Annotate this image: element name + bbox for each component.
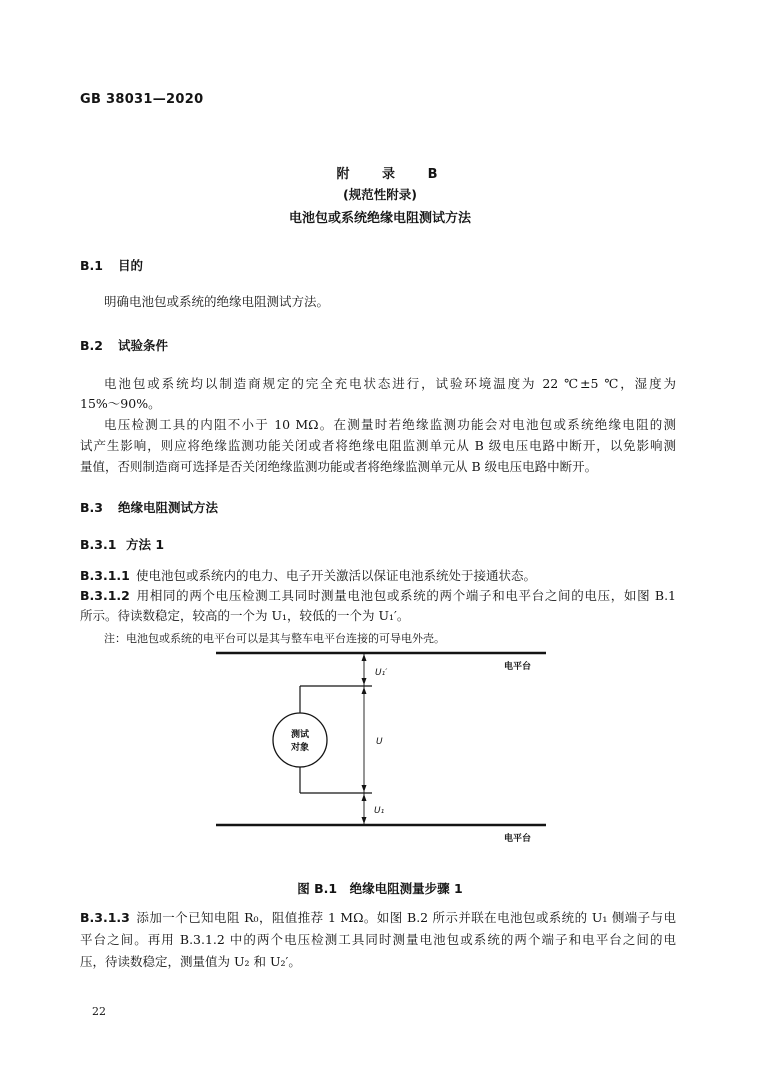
figure-caption: 图 B.1 绝缘电阻测量步骤 1: [297, 881, 463, 896]
appendix-label: 附 录 B: [336, 167, 452, 182]
b2-paragraph-2-line-3: 量值，否则制造商可选择是否关闭绝缘监测功能或者将绝缘监测单元从 B 级电压电路中断开。: [80, 459, 598, 474]
section-title: 绝缘电阻测试方法: [118, 500, 219, 515]
clause-number: B.3.1.3: [80, 910, 130, 925]
section-title: 目的: [118, 258, 144, 273]
section-b31-heading: [80, 535, 164, 553]
note: 注：电池包或系统的电平台可以是其与整车电平台连接的可导电外壳。: [104, 632, 445, 645]
section-title: 试验条件: [118, 338, 169, 353]
section-title: 方法 1: [126, 537, 165, 552]
section-b1-text: 明确电池包或系统的绝缘电阻测试方法。: [104, 294, 330, 309]
platform-label-top: 电平台: [504, 662, 532, 672]
label-u1: U₁: [374, 806, 385, 816]
page-number: 22: [92, 1005, 106, 1018]
b311-paragraph: [80, 566, 536, 586]
clause-number: B.3.1.1: [80, 568, 130, 583]
arrow-head: [362, 817, 367, 824]
b313-line-1: [80, 908, 676, 928]
appendix-title: 电池包或系统绝缘电阻测试方法: [288, 211, 471, 226]
b2-paragraph-1-line-1: 电池包或系统均以制造商规定的完全充电状态进行，试验环境温度为 22 ℃±5 ℃，湿度为: [104, 376, 676, 391]
b2-paragraph-2-line-2: 试产生影响，则应将绝缘监测功能关闭或者将绝缘电阻监测单元从 B 级电压电路中断开，以免影响测: [80, 438, 676, 453]
arrow-head: [362, 687, 367, 694]
figure-b1-diagram: [200, 645, 560, 850]
test-object-circle: [273, 713, 327, 767]
platform-label-bottom: 电平台: [504, 834, 532, 844]
clause-text: 使电池包或系统内的电力、电子开关激活以保证电池系统处于接通状态。: [136, 568, 537, 583]
b2-paragraph-2-line-1: 电压检测工具的内阻不小于 10 MΩ。在测量时若绝缘监测功能会对电池包或系统绝缘电阻的测: [104, 417, 676, 432]
label-u: U: [376, 737, 383, 747]
standard-code-header: GB 38031—2020: [80, 92, 204, 107]
b2-paragraph-1-line-2: 15%～90%。: [80, 396, 161, 411]
test-object-label-2: 对象: [290, 743, 310, 753]
arrow-head: [362, 785, 367, 792]
section-number: B.3: [80, 500, 103, 515]
arrow-head: [362, 794, 367, 801]
section-number: B.1: [80, 258, 103, 273]
clause-text: 用相同的两个电压检测工具同时测量电池包或系统的两个端子和电平台之间的电压，如图 B.1: [136, 588, 676, 603]
section-b1-heading: [80, 256, 143, 274]
b313-line-3: 压，待读数稳定，测量值为 U₂ 和 U₂′。: [80, 954, 301, 969]
clause-number: B.3.1.2: [80, 588, 130, 603]
arrow-head: [362, 678, 367, 685]
b312-line-2: 所示。待读数稳定，较高的一个为 U₁，较低的一个为 U₁′。: [80, 608, 410, 623]
b312-line-1: [80, 586, 676, 606]
section-b2-heading: [80, 336, 168, 354]
label-u1-prime: U₁′: [375, 668, 388, 678]
arrow-head: [362, 654, 367, 661]
b313-line-2: 平台之间。再用 B.3.1.2 中的两个电压检测工具同时测量电池包或系统的两个端子和电平台之间的电: [80, 932, 676, 947]
section-number: B.2: [80, 338, 103, 353]
clause-text: 添加一个已知电阻 R₀，阻值推荐 1 MΩ。如图 B.2 所示并联在电池包或系统的 U₁ 侧端子与电: [136, 910, 676, 925]
appendix-type: (规范性附录): [343, 187, 417, 202]
section-number: B.3.1: [80, 537, 117, 552]
section-b3-heading: [80, 498, 218, 516]
test-object-label-1: 测试: [290, 730, 310, 740]
